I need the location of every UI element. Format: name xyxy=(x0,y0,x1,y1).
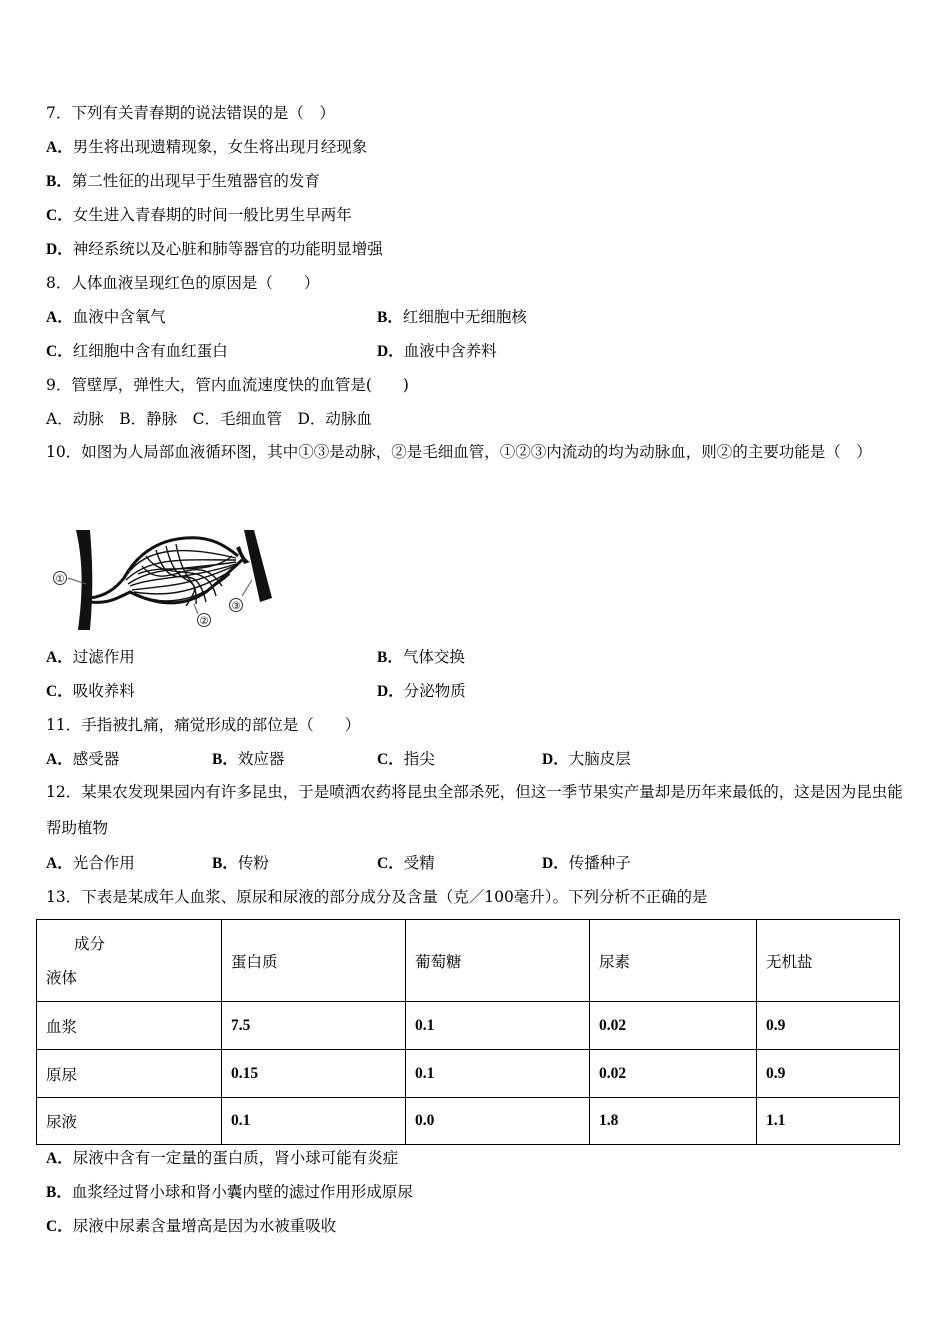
composition-table xyxy=(36,919,900,1145)
pointer-line-2 xyxy=(194,604,198,614)
q10-option-b: B．气体交换 xyxy=(377,648,465,666)
q7-option-d: D．神经系统以及心脏和肺等器官的功能明显增强 xyxy=(46,240,383,258)
table-row xyxy=(37,1002,900,1050)
row-header: 尿液 xyxy=(37,1098,222,1145)
q12-option-c: C．受精 xyxy=(377,854,435,872)
table-row xyxy=(37,1050,900,1098)
table-header-row xyxy=(37,920,900,1002)
table-cell: 0.02 xyxy=(590,1050,757,1098)
row-header: 原尿 xyxy=(37,1050,222,1098)
q13-option-b: B．血浆经过肾小球和肾小囊内壁的滤过作用形成原尿 xyxy=(46,1183,413,1201)
q12-option-d: D．传播种子 xyxy=(542,854,631,872)
table-cell: 0.1 xyxy=(406,1002,590,1050)
row-header: 血浆 xyxy=(37,1002,222,1050)
q10-option-c: C．吸收养料 xyxy=(46,682,135,700)
table-cell: 0.9 xyxy=(757,1050,900,1098)
table-row xyxy=(37,1098,900,1145)
table-cell: 0.15 xyxy=(222,1050,406,1098)
artery-3-shape xyxy=(244,530,272,602)
q10-option-d: D．分泌物质 xyxy=(377,682,466,700)
q9-options: A．动脉 B．静脉 C．毛细血管 D．动脉血 xyxy=(46,410,372,428)
q11-option-b: B．效应器 xyxy=(212,750,285,768)
column-header: 无机盐 xyxy=(757,920,900,1002)
column-header: 葡萄糖 xyxy=(406,920,590,1002)
table-cell: 0.1 xyxy=(222,1098,406,1145)
q12-option-a: A．光合作用 xyxy=(46,854,135,872)
q8-option-c: C．红细胞中含有血红蛋白 xyxy=(46,342,228,360)
q7-stem: 7．下列有关青春期的说法错误的是（ ） xyxy=(46,104,335,122)
q10-stem: 10．如图为人局部血液循环图，其中①③是动脉，②是毛细血管，①②③内流动的均为动脉血，则②的主要功能是（ ） xyxy=(46,443,872,461)
blood-circulation-diagram xyxy=(46,526,276,634)
q8-option-a: A．血液中含氧气 xyxy=(46,308,166,326)
q8-option-b: B．红细胞中无细胞核 xyxy=(377,308,527,326)
label-1: ① xyxy=(55,574,65,585)
q13-option-a: A．尿液中含有一定量的蛋白质，肾小球可能有炎症 xyxy=(46,1149,399,1167)
q11-option-c: C．指尖 xyxy=(377,750,435,768)
q11-option-a: A．感受器 xyxy=(46,750,120,768)
q11-stem: 11．手指被扎痛，痛觉形成的部位是（ ） xyxy=(46,716,361,734)
q7-option-a: A．男生将出现遗精现象，女生将出现月经现象 xyxy=(46,138,368,156)
label-3: ③ xyxy=(231,601,241,612)
q8-stem: 8．人体血液呈现红色的原因是（ ） xyxy=(46,274,320,292)
table-cell: 0.9 xyxy=(757,1002,900,1050)
table-cell: 1.1 xyxy=(757,1098,900,1145)
q11-option-d: D．大脑皮层 xyxy=(542,750,631,768)
label-2: ② xyxy=(199,616,209,627)
column-header: 尿素 xyxy=(590,920,757,1002)
table-cell: 0.0 xyxy=(406,1098,590,1145)
q9-stem: 9．管壁厚，弹性大，管内血流速度快的血管是( ) xyxy=(46,376,409,394)
q12-stem: 12．某果农发现果园内有许多昆虫，于是喷洒农药将昆虫全部杀死，但这一季节果实产量却是历年来最低的，这是因为昆虫能帮助植物 xyxy=(46,783,903,837)
column-header: 蛋白质 xyxy=(222,920,406,1002)
table-cell: 0.1 xyxy=(406,1050,590,1098)
pointer-line-3 xyxy=(242,580,252,596)
q13-option-c: C．尿液中尿素含量增高是因为水被重吸收 xyxy=(46,1217,337,1235)
table-corner-cell: 成分 液体 xyxy=(37,920,222,1002)
q7-option-c: C．女生进入青春期的时间一般比男生早两年 xyxy=(46,206,352,224)
q8-option-d: D．血液中含养料 xyxy=(377,342,497,360)
artery-1-shape xyxy=(76,530,92,630)
q10-option-a: A．过滤作用 xyxy=(46,648,135,666)
table-cell: 7.5 xyxy=(222,1002,406,1050)
q12-option-b: B．传粉 xyxy=(212,854,269,872)
table-cell: 1.8 xyxy=(590,1098,757,1145)
table-cell: 0.02 xyxy=(590,1002,757,1050)
q7-option-b: B．第二性征的出现早于生殖器官的发育 xyxy=(46,172,320,190)
q13-stem: 13．下表是某成年人血浆、原尿和尿液的部分成分及含量（克／100毫升）。下列分析不正确的是 xyxy=(46,888,708,906)
